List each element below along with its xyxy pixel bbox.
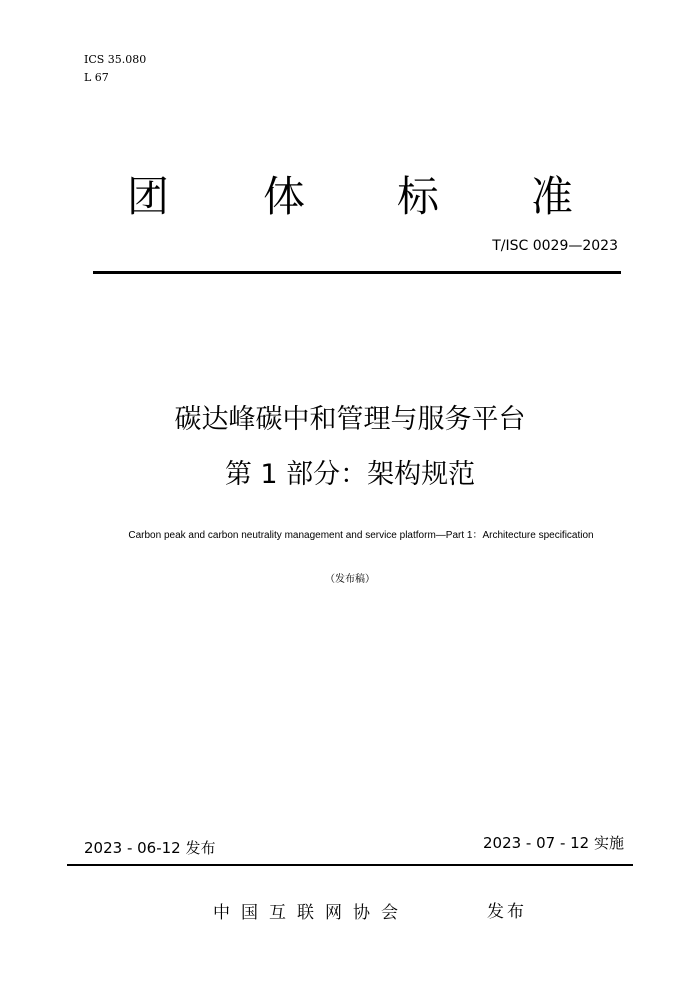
standard-type-char-1: 团 bbox=[126, 172, 169, 221]
standard-type-char-4: 准 bbox=[530, 172, 573, 221]
english-title: Carbon peak and carbon neutrality management and service platform—Part 1：Architecture specification bbox=[128, 530, 594, 541]
issuer-action: 发布 bbox=[487, 902, 527, 922]
ics-code: ICS 35.080 bbox=[84, 53, 147, 66]
issuer-name: 中国互联网协会 bbox=[213, 903, 409, 923]
release-status: （发布稿） bbox=[325, 574, 375, 585]
publish-date: 2023 - 06-12 发布 bbox=[84, 839, 216, 857]
standard-type-char-2: 体 bbox=[262, 172, 305, 221]
implement-date: 2023 - 07 - 12 实施 bbox=[482, 834, 624, 852]
category-code: L 67 bbox=[84, 71, 109, 84]
title-line-1: 碳达峰碳中和管理与服务平台 bbox=[174, 404, 526, 435]
bottom-divider bbox=[67, 864, 633, 866]
standard-type-char-3: 标 bbox=[396, 172, 439, 221]
title-line-2: 第 1 部分：架构规范 bbox=[224, 459, 476, 490]
standard-number: T/ISC 0029—2023 bbox=[492, 238, 618, 254]
top-divider bbox=[93, 271, 621, 274]
